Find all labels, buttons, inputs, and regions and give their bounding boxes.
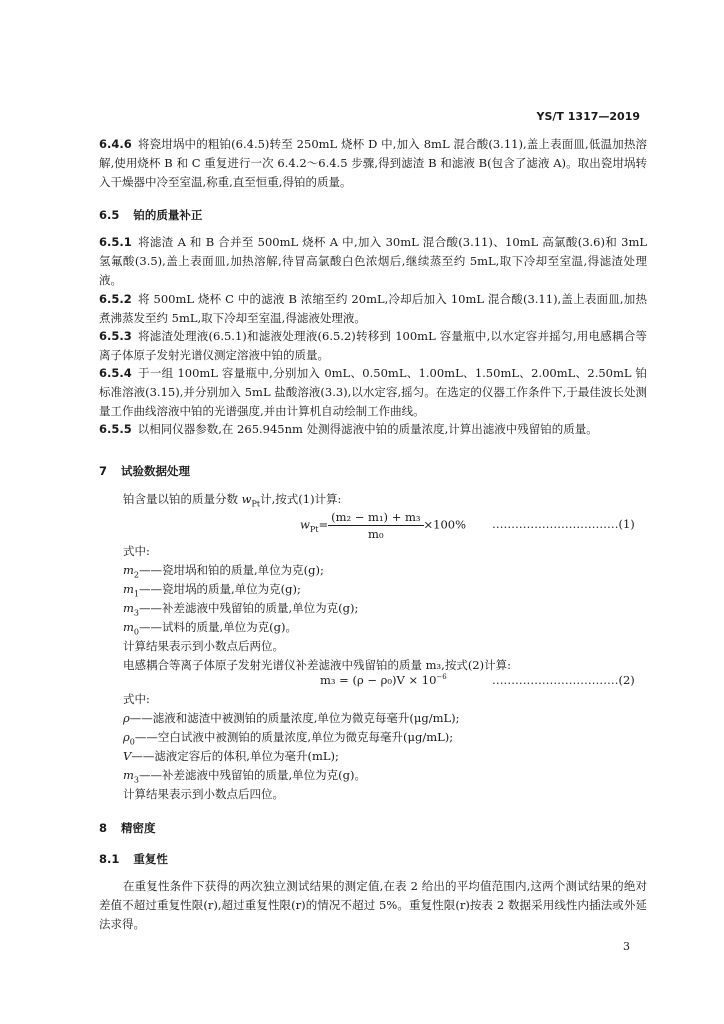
- formula2-intro: 电感耦合等离子体原子发射光谱仪补差滤液中残留铂的质量 m₃,按式(2)计算:: [123, 658, 511, 672]
- section-number: 8.1: [99, 852, 120, 866]
- variable-m1: $m_1——$瓷坩埚的质量,单位为克(g);: [123, 582, 301, 599]
- clause-text: 于一组 100mL 容量瓶中,分别加入 0mL、0.50mL、1.00mL、1.50mL、2.00mL、2.50mL 铂标准溶液(3.15),并分别加入 5mL 盐酸溶液(3.3),以水定容,摇匀。在选定的仪器工作条件下,于最佳波长处测量工作曲线溶液中铂的光谱强度,并由计算机自动绘制工作曲线。: [99, 366, 647, 418]
- clause-text: 将 500mL 烧杯 C 中的滤液 B 浓缩至约 20mL,冷却后加入 10mL 混合酸(3.11),盖上表面皿,加热煮沸蒸发至约 5mL,取下冷却至室温,得滤液处理液。: [99, 292, 647, 325]
- clause-number: 6.4.6: [99, 137, 132, 151]
- clause-6-5-5: [99, 420, 647, 439]
- formula1-intro: 铂含量以铂的质量分数 $w_{Pt}$计,按式(1)计算:: [123, 492, 342, 509]
- clause-6-5-4: [99, 364, 647, 421]
- section-title: 重复性: [133, 852, 168, 866]
- section-heading-8-1: [99, 851, 168, 867]
- clause-text: 将滤渣 A 和 B 合并至 500mL 烧杯 A 中,加入 30mL 混合酸(3.11)、10mL 高氯酸(3.6)和 3mL 氢氟酸(3.5),盖上表面皿,加热溶解,待冒高氯酸白色浓烟后,继续蒸至约 5mL,取下冷却至室温,得滤渣处理液。: [99, 235, 647, 287]
- clause-number: 6.5.2: [99, 292, 132, 306]
- clause-6-5-1: [99, 233, 647, 290]
- result-note-1: 计算结果表示到小数点后两位。: [123, 639, 284, 653]
- section-heading-8: [99, 820, 156, 836]
- where-label-1: 式中:: [123, 544, 150, 558]
- section-title: 试验数据处理: [121, 464, 191, 478]
- formula-1: $w_{Pt}=$ $\frac{\text{(m₂ − m₁) + m₃}}{\text{m₀}}$ ×100%: [300, 510, 467, 541]
- where-label-2: 式中:: [123, 692, 150, 706]
- clause-text: 以相同仪器参数,在 265.945nm 处测得滤液中铂的质量浓度,计算出滤液中残留铂的质量。: [137, 422, 598, 436]
- variable-rho0: $\rho_0——$空白试液中被测铂的质量浓度,单位为微克每毫升(μg/mL);: [123, 730, 454, 747]
- section-heading-6-5: [99, 207, 202, 223]
- section-title: 精密度: [121, 821, 156, 835]
- page-number: 3: [623, 940, 630, 953]
- variable-m0: $m_0——$试料的质量,单位为克(g)。: [123, 620, 297, 637]
- variable-v: V——滤液定容后的体积,单位为毫升(mL);: [123, 749, 339, 763]
- section-number: 6.5: [99, 208, 120, 222]
- clause-number: 6.5.5: [99, 422, 132, 436]
- variable-m3-2: $m_3——$补差滤液中残留铂的质量,单位为克(g)。: [123, 768, 366, 785]
- formula-2: $m_3 = (\rho - \rho_0)V \times 10^{-6}$: [320, 673, 447, 687]
- formula-1-fraction: $\frac{\text{(m₂ − m₁) + m₃}}{\text{m₀}}$: [328, 510, 423, 541]
- clause-6-5-3: [99, 327, 647, 365]
- clause-6-5-2: [99, 290, 647, 328]
- repeatability-paragraph: 在重复性条件下获得的两次独立测试结果的测定值,在表 2 给出的平均值范围内,这两个测试结果的绝对差值不超过重复性限(r),超过重复性限(r)的情况不超过 5%。重复性限(r)按表 2 数据采用线性内插法或外延法求得。: [99, 879, 647, 931]
- section-number: 8: [99, 821, 108, 835]
- variable-m3: $m_3——$补差滤液中残留铂的质量,单位为克(g);: [123, 601, 359, 618]
- clause-6-4-6: [99, 135, 647, 192]
- clause-number: 6.5.1: [99, 235, 132, 249]
- variable-rho: ρ——滤液和滤渣中被测铂的质量浓度,单位为微克每毫升(μg/mL);: [123, 711, 460, 725]
- section-heading-7: [99, 463, 190, 479]
- result-note-2: 计算结果表示到小数点后四位。: [123, 787, 284, 801]
- clause-text: 将瓷坩埚中的粗铂(6.4.5)转至 250mL 烧杯 D 中,加入 8mL 混合酸(3.11),盖上表面皿,低温加热溶解,使用烧杯 B 和 C 重复进行一次 6.4.2～6.4.5 步骤,得到滤渣 B 和滤液 B(包含了滤液 A)。取出瓷坩埚转入干燥器中冷至室温,称重,直至恒重,得铂的质量。: [99, 137, 647, 189]
- variable-m2: $m_2——$瓷坩埚和铂的质量,单位为克(g);: [123, 563, 324, 580]
- clause-number: 6.5.3: [99, 329, 132, 343]
- section-title: 铂的质量补正: [133, 208, 203, 222]
- clause-number: 6.5.4: [99, 366, 132, 380]
- equation-number-1: ……………………………(1): [492, 517, 635, 531]
- equation-number-2: ……………………………(2): [492, 673, 635, 687]
- clause-text: 将滤渣处理液(6.5.1)和滤液处理液(6.5.2)转移到 100mL 容量瓶中,以水定容并摇匀,用电感耦合等离子体原子发射光谱仪测定溶液中铂的质量。: [99, 329, 647, 362]
- section-number: 7: [99, 464, 108, 478]
- standard-code: YS/T 1317—2019: [536, 110, 640, 123]
